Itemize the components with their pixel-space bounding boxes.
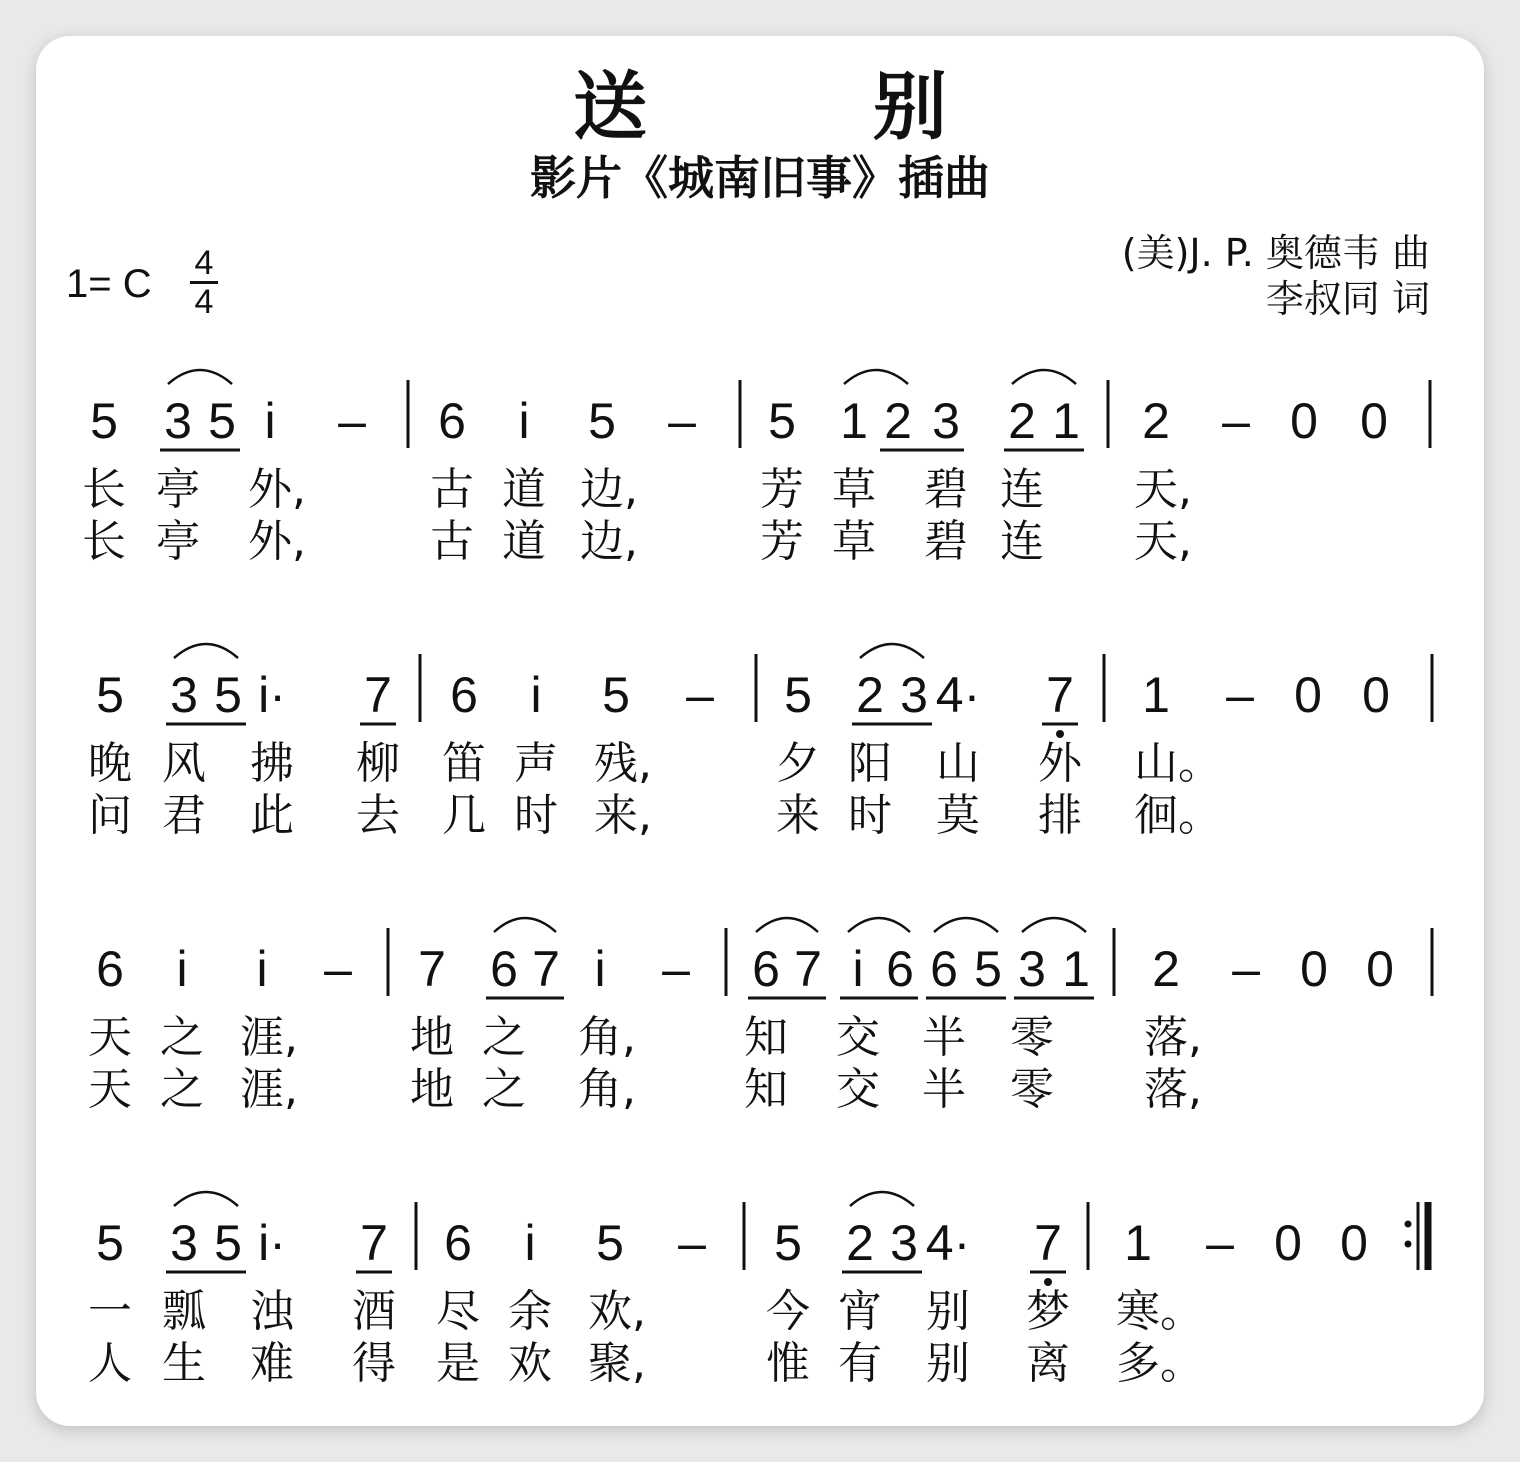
note: 2 (1152, 941, 1180, 997)
lyric-char: 之 (160, 1064, 204, 1115)
song-subtitle: 影片《城南旧事》插曲 (530, 151, 990, 205)
note: i (852, 941, 864, 997)
note: 4· (925, 1215, 971, 1271)
lyric-char: 长 (82, 516, 126, 567)
note: 2 (846, 1215, 874, 1271)
note: 3 (890, 1215, 918, 1271)
lyric-char: 长 (82, 464, 126, 515)
note: 1 (1062, 941, 1090, 997)
lyric-char: 交 (836, 1012, 880, 1063)
note: 3 (170, 667, 198, 723)
lyric-char: 天, (1134, 516, 1192, 567)
lyric-char: 地 (410, 1012, 454, 1063)
note: 0 (1300, 941, 1328, 997)
lyric-char: 得 (352, 1338, 396, 1389)
note: 5 (974, 941, 1002, 997)
slur (174, 1192, 238, 1206)
note: 5 (588, 393, 616, 449)
lyric-char: 时 (848, 790, 892, 841)
note: – (678, 1215, 706, 1271)
note: 1 (840, 393, 868, 449)
lyric-char: 是 (436, 1338, 480, 1389)
note: – (324, 941, 352, 997)
lyric-char: 有 (838, 1338, 882, 1389)
note: 5 (90, 393, 118, 449)
note: 0 (1362, 667, 1390, 723)
lyric-char: 外 (1038, 738, 1082, 789)
lyric-char: 山 (936, 738, 980, 789)
lyric-char: 连 (1000, 464, 1044, 515)
lyric-char: 欢, (588, 1286, 646, 1337)
lyric-char: 地 (410, 1064, 454, 1115)
lyric-char: 聚, (588, 1338, 646, 1389)
lyric-char: 梦 (1026, 1286, 1070, 1337)
low-octave-dot (1044, 1278, 1052, 1286)
lyric-char: 柳 (356, 738, 400, 789)
lyric-char: 角, (578, 1012, 636, 1063)
note: 7 (794, 941, 822, 997)
lyric-char: 浊 (250, 1286, 294, 1337)
slur (756, 918, 818, 932)
note: 5 (768, 393, 796, 449)
lyric-char: 来 (776, 790, 820, 841)
note: – (668, 393, 696, 449)
lyric-char: 今 (766, 1286, 810, 1337)
lyric-char: 零 (1010, 1064, 1054, 1115)
note: 1 (1124, 1215, 1152, 1271)
note: 4· (935, 667, 981, 723)
lyric-char: 徊。 (1134, 790, 1222, 841)
note: – (1206, 1215, 1234, 1271)
note: 3 (170, 1215, 198, 1271)
lyric-char: 生 (162, 1338, 206, 1389)
note: 0 (1274, 1215, 1302, 1271)
lyric-char: 半 (922, 1012, 966, 1063)
lyric-char: 酒 (352, 1286, 396, 1337)
lyric-char: 亭 (156, 464, 200, 515)
note: 0 (1366, 941, 1394, 997)
note: 5 (214, 1215, 242, 1271)
key-signature: 1= C (66, 262, 152, 306)
note: i (524, 1215, 536, 1271)
note: 0 (1294, 667, 1322, 723)
lyric-char: 道 (502, 464, 546, 515)
lyric-char: 涯, (240, 1064, 298, 1115)
note: i (256, 941, 268, 997)
lyric-char: 边, (580, 464, 638, 515)
note: 7 (1046, 667, 1074, 723)
lyric-char: 笛 (442, 738, 486, 789)
note: 5 (784, 667, 812, 723)
note: 6 (444, 1215, 472, 1271)
lyric-char: 去 (356, 790, 400, 841)
lyric-char: 零 (1010, 1012, 1054, 1063)
note: 3 (1018, 941, 1046, 997)
note: 6 (490, 941, 518, 997)
lyric-char: 芳 (760, 464, 804, 515)
lyric-char: 风 (162, 738, 206, 789)
note: 7 (1034, 1215, 1062, 1271)
note: 1 (1052, 393, 1080, 449)
note: i· (258, 667, 286, 723)
note: 6 (96, 941, 124, 997)
lyric-char: 欢 (508, 1338, 552, 1389)
note: 5 (96, 1215, 124, 1271)
note: 6 (752, 941, 780, 997)
lyric-char: 夕 (776, 738, 820, 789)
lyric-char: 时 (514, 790, 558, 841)
lyric-char: 瓢 (162, 1286, 206, 1337)
note: 1 (1142, 667, 1170, 723)
lyric-char: 天 (88, 1012, 132, 1063)
note: 3 (932, 393, 960, 449)
note: 0 (1360, 393, 1388, 449)
note: 2 (884, 393, 912, 449)
lyric-char: 古 (430, 464, 474, 515)
lyric-char: 寒。 (1116, 1286, 1204, 1337)
note: 3 (164, 393, 192, 449)
lyric-char: 落, (1144, 1064, 1202, 1115)
slur (1012, 370, 1076, 384)
note: 7 (418, 941, 446, 997)
lyric-char: 知 (744, 1012, 788, 1063)
lyric-char: 多。 (1116, 1338, 1204, 1389)
note: 6 (450, 667, 478, 723)
lyric-char: 半 (922, 1064, 966, 1115)
lyricist-credit: 李叔同 词 (1265, 277, 1430, 321)
lyric-char: 亭 (156, 516, 200, 567)
lyric-char: 离 (1026, 1338, 1070, 1389)
lyric-char: 莫 (936, 790, 980, 841)
lyric-char: 拂 (250, 738, 294, 789)
lyric-char: 边, (580, 516, 638, 567)
lyric-char: 别 (926, 1338, 970, 1389)
note: 6 (438, 393, 466, 449)
lyric-char: 此 (250, 790, 294, 841)
lyric-char: 问 (88, 790, 132, 841)
note: i (594, 941, 606, 997)
lyric-char: 余 (508, 1286, 552, 1337)
note: 7 (364, 667, 392, 723)
lyric-char: 君 (162, 790, 206, 841)
low-octave-dot (1056, 730, 1064, 738)
lyric-char: 外, (248, 464, 306, 515)
lyric-char: 碧 (924, 516, 968, 567)
note: – (1226, 667, 1254, 723)
lyric-char: 碧 (924, 464, 968, 515)
note: – (1222, 393, 1250, 449)
lyric-char: 落, (1144, 1012, 1202, 1063)
note: 2 (1142, 393, 1170, 449)
lyric-char: 天, (1134, 464, 1192, 515)
note: 5 (208, 393, 236, 449)
slur (850, 1192, 914, 1206)
lyric-char: 残, (594, 738, 652, 789)
lyric-char: 天 (88, 1064, 132, 1115)
lyric-char: 来, (594, 790, 652, 841)
slur (844, 370, 908, 384)
note: – (338, 393, 366, 449)
lyric-char: 涯, (240, 1012, 298, 1063)
note: 5 (596, 1215, 624, 1271)
lyric-char: 之 (160, 1012, 204, 1063)
slur (168, 370, 232, 384)
note: i (530, 667, 542, 723)
lyric-char: 难 (250, 1338, 294, 1389)
note: 0 (1290, 393, 1318, 449)
repeat-dot (1405, 1241, 1412, 1248)
lyric-char: 尽 (436, 1286, 480, 1337)
note: 6 (930, 941, 958, 997)
time-signature-bottom: 4 (194, 283, 214, 321)
lyric-char: 知 (744, 1064, 788, 1115)
slur (934, 918, 998, 932)
lyric-char: 声 (514, 738, 558, 789)
lyric-char: 草 (832, 464, 876, 515)
note: 7 (532, 941, 560, 997)
lyric-char: 别 (926, 1286, 970, 1337)
lyric-char: 草 (832, 516, 876, 567)
note: i (264, 393, 276, 449)
note: 5 (96, 667, 124, 723)
lyric-char: 芳 (760, 516, 804, 567)
note: 5 (774, 1215, 802, 1271)
lyric-char: 之 (482, 1064, 526, 1115)
lyric-char: 角, (578, 1064, 636, 1115)
lyric-char: 阳 (848, 738, 892, 789)
note: 7 (360, 1215, 388, 1271)
note: i (518, 393, 530, 449)
lyric-char: 几 (442, 790, 486, 841)
note: 2 (1008, 393, 1036, 449)
lyric-char: 宵 (838, 1286, 882, 1337)
song-title: 送 别 (573, 64, 1047, 150)
slur (860, 644, 924, 658)
lyric-char: 外, (248, 516, 306, 567)
note: i (176, 941, 188, 997)
note: – (662, 941, 690, 997)
lyric-char: 晚 (88, 738, 132, 789)
lyric-char: 道 (502, 516, 546, 567)
lyric-char: 人 (88, 1338, 132, 1389)
lyric-char: 交 (836, 1064, 880, 1115)
note: – (1232, 941, 1260, 997)
lyric-char: 排 (1038, 790, 1082, 841)
note: 3 (900, 667, 928, 723)
lyric-char: 山。 (1134, 738, 1222, 789)
composer-credit: (美)J. P. 奥德韦 曲 (1121, 231, 1430, 275)
slur (1022, 918, 1086, 932)
lyric-char: 惟 (766, 1338, 810, 1389)
repeat-dot (1405, 1221, 1412, 1228)
slur (848, 918, 910, 932)
note: 0 (1340, 1215, 1368, 1271)
lyric-char: 一 (88, 1286, 132, 1337)
note: – (686, 667, 714, 723)
lyric-char: 连 (1000, 516, 1044, 567)
slur (494, 918, 556, 932)
note: 2 (856, 667, 884, 723)
lyric-char: 之 (482, 1012, 526, 1063)
note: 6 (886, 941, 914, 997)
time-signature-top: 4 (194, 244, 214, 282)
note: 5 (214, 667, 242, 723)
note: 5 (602, 667, 630, 723)
slur (174, 644, 238, 658)
note: i· (258, 1215, 286, 1271)
lyric-char: 古 (430, 516, 474, 567)
